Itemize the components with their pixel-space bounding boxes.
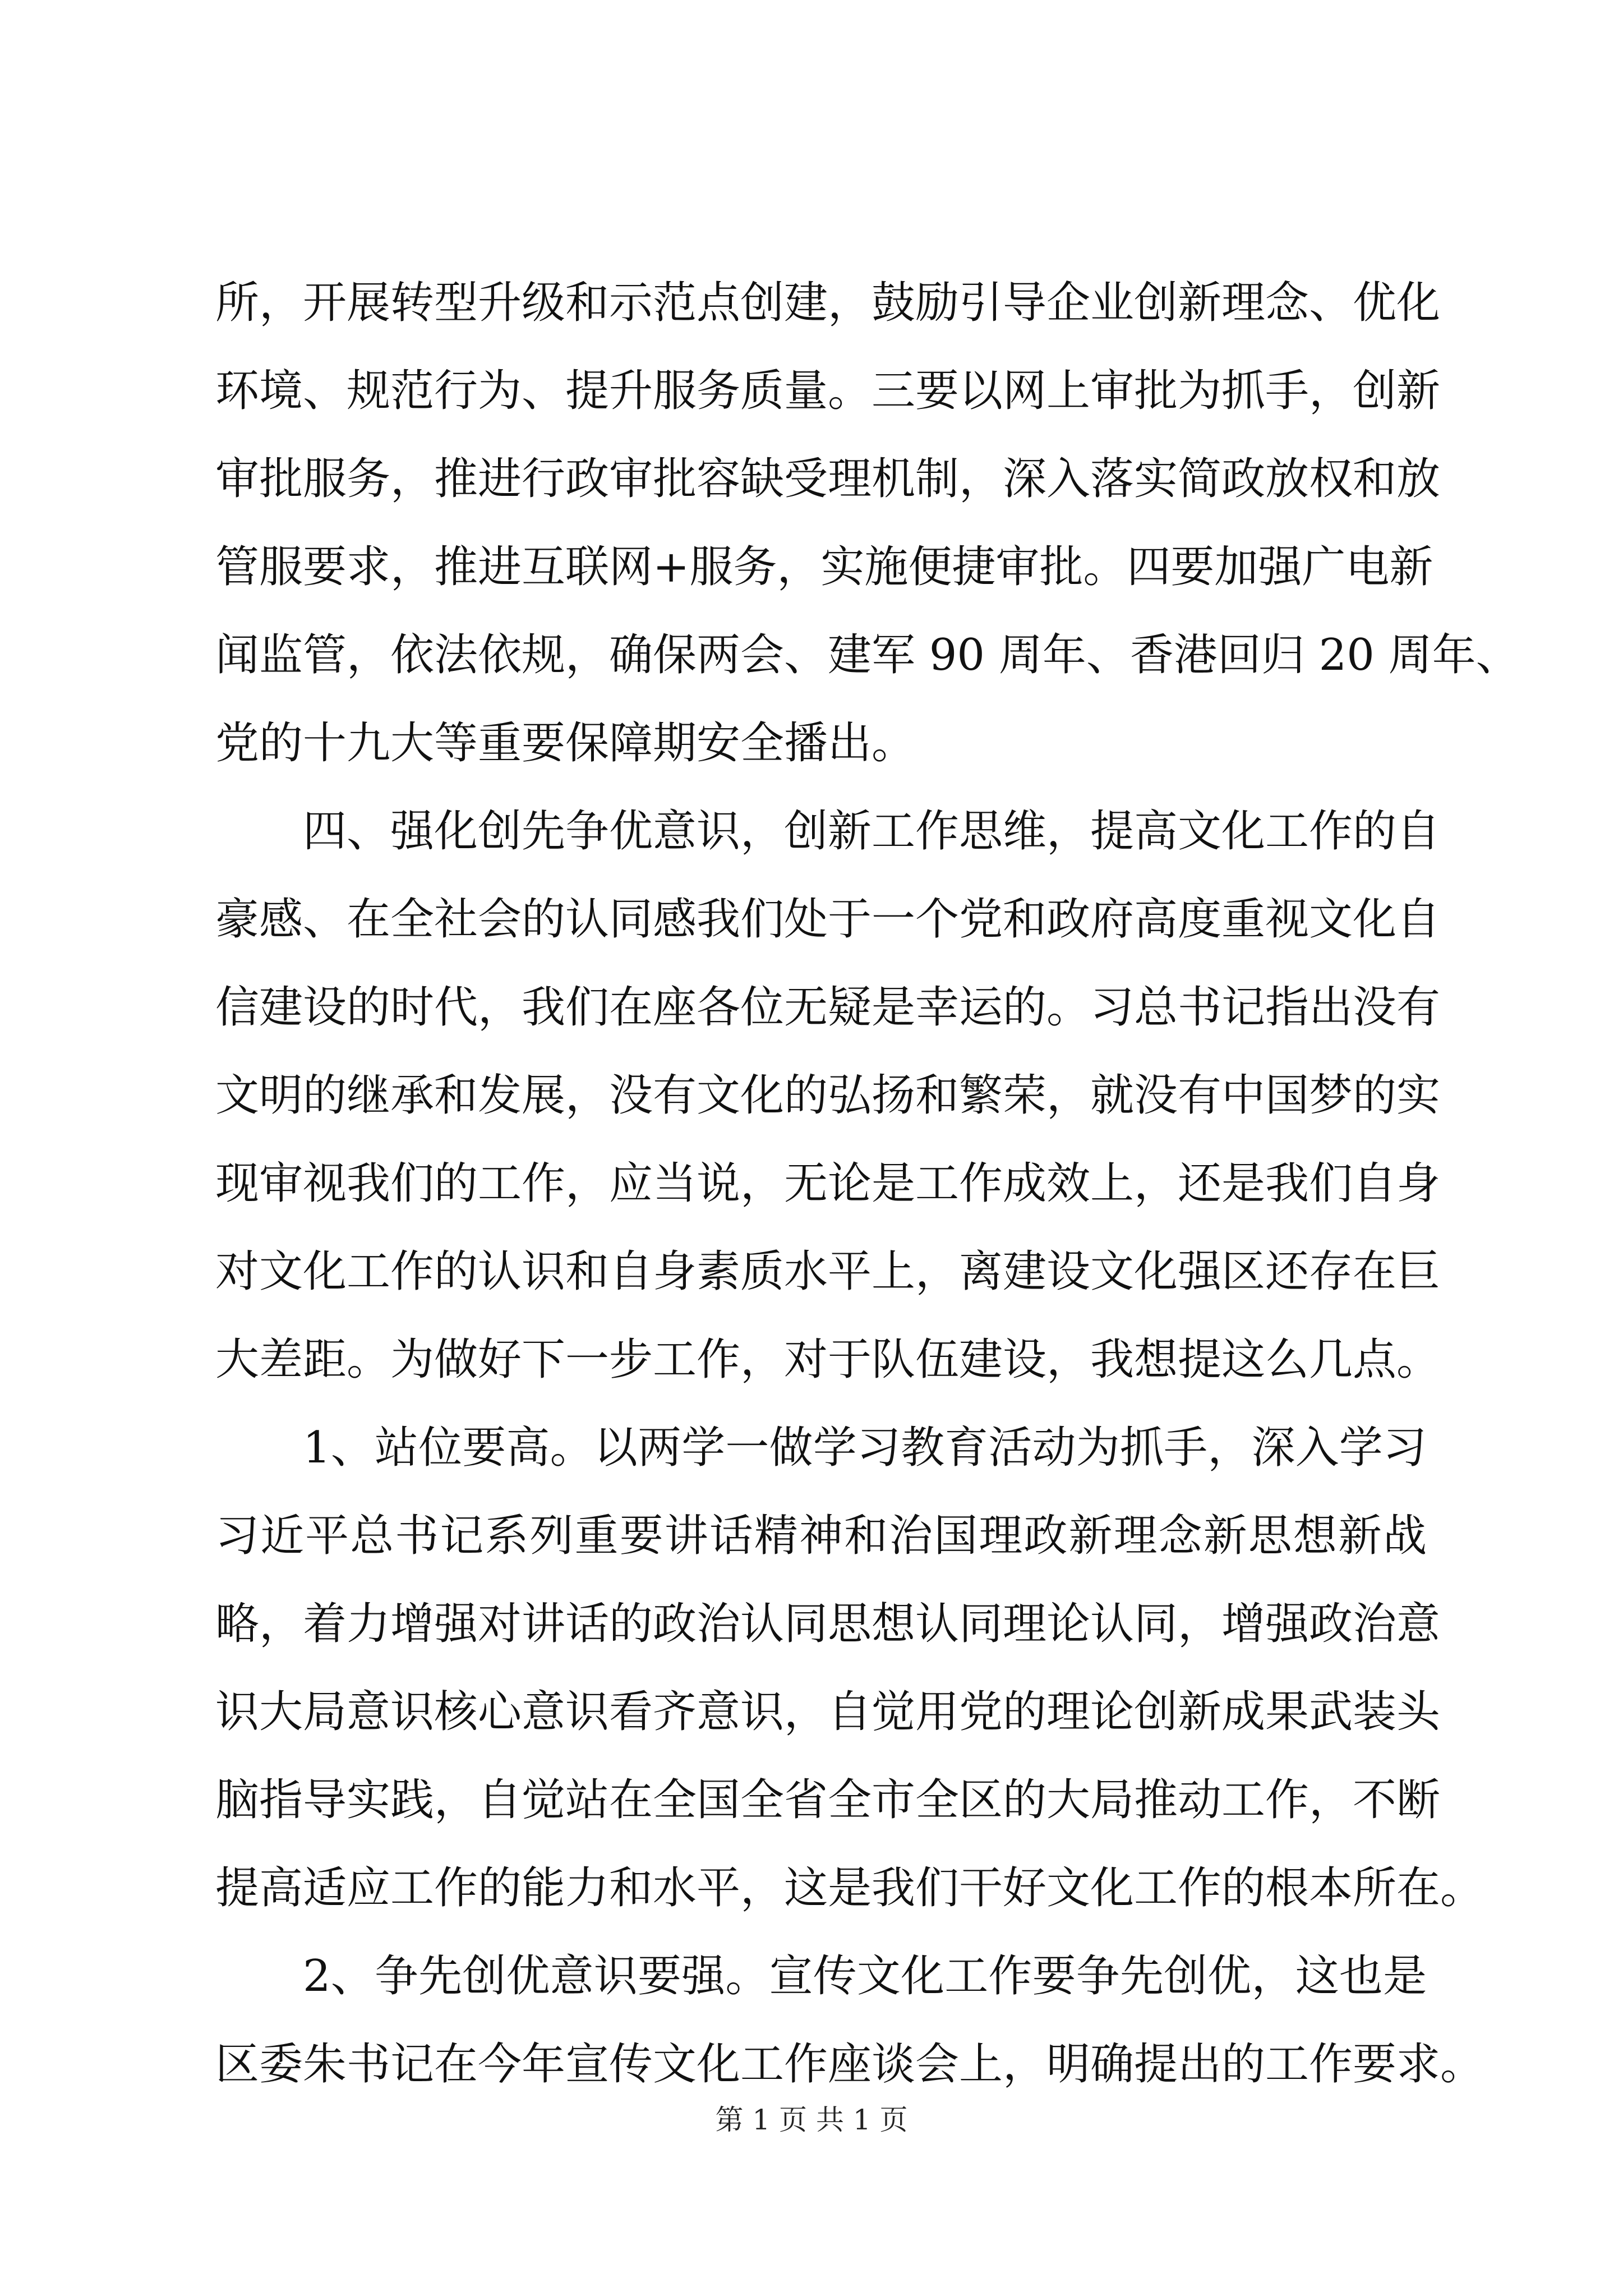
paragraph-2 xyxy=(215,788,1441,1404)
text-line: 审批服务，推进行政审批容缺受理机制，深入落实简政放权和放 xyxy=(215,454,1441,504)
text-line: 环境、规范行为、提升服务质量。三要以网上审批为抓手，创新 xyxy=(215,366,1441,416)
text-line: 党的十九大等重要保障期安全播出。 xyxy=(215,718,916,769)
text-line: 豪感、在全社会的认同感我们处于一个党和政府高度重视文化自 xyxy=(215,894,1441,945)
page-footer xyxy=(0,2100,1623,2139)
paragraph-4 xyxy=(215,1932,1484,2109)
text-line: 略，着力增强对讲话的政治认同思想认同理论认同，增强政治意 xyxy=(215,1599,1441,1649)
text-line: 闻监管，依法依规，确保两会、建军 90 周年、香港回归 20 周年、 xyxy=(215,630,1520,680)
text-line: 管服要求，推进互联网+服务，实施便捷审批。四要加强广电新 xyxy=(215,542,1433,592)
text-line: 所，开展转型升级和示范点创建，鼓励引导企业创新理念、优化 xyxy=(215,278,1441,328)
page-number-label: 第 1 页 共 1 页 xyxy=(715,2104,908,2136)
text-line: 识大局意识核心意识看齐意识，自觉用党的理论创新成果武装头 xyxy=(215,1687,1441,1737)
text-line: 1、站位要高。以两学一做学习教育活动为抓手，深入学习 xyxy=(303,1423,1427,1473)
text-line: 对文化工作的认识和自身素质水平上，离建设文化强区还存在巨 xyxy=(215,1246,1441,1297)
text-line: 脑指导实践，自觉站在全国全省全市全区的大局推动工作，不断 xyxy=(215,1775,1441,1825)
text-line: 文明的继承和发展，没有文化的弘扬和繁荣，就没有中国梦的实 xyxy=(215,1070,1441,1121)
paragraph-1 xyxy=(215,259,1520,788)
body-text xyxy=(215,259,1520,2109)
text-line: 信建设的时代，我们在座各位无疑是幸运的。习总书记指出没有 xyxy=(215,982,1441,1033)
text-line: 区委朱书记在今年宣传文化工作座谈会上，明确提出的工作要求。 xyxy=(215,2039,1484,2090)
paragraph-3 xyxy=(215,1404,1484,1932)
text-line: 大差距。为做好下一步工作，对于队伍建设，我想提这么几点。 xyxy=(215,1335,1441,1385)
text-line: 习近平总书记系列重要讲话精神和治国理政新理念新思想新战 xyxy=(215,1511,1427,1561)
text-line: 提高适应工作的能力和水平，这是我们干好文化工作的根本所在。 xyxy=(215,1863,1484,1913)
text-line: 现审视我们的工作，应当说，无论是工作成效上，还是我们自身 xyxy=(215,1158,1441,1209)
text-line: 四、强化创先争优意识，创新工作思维，提高文化工作的自 xyxy=(303,806,1441,857)
text-line: 2、争先创优意识要强。宣传文化工作要争先创优，这也是 xyxy=(303,1951,1427,2001)
